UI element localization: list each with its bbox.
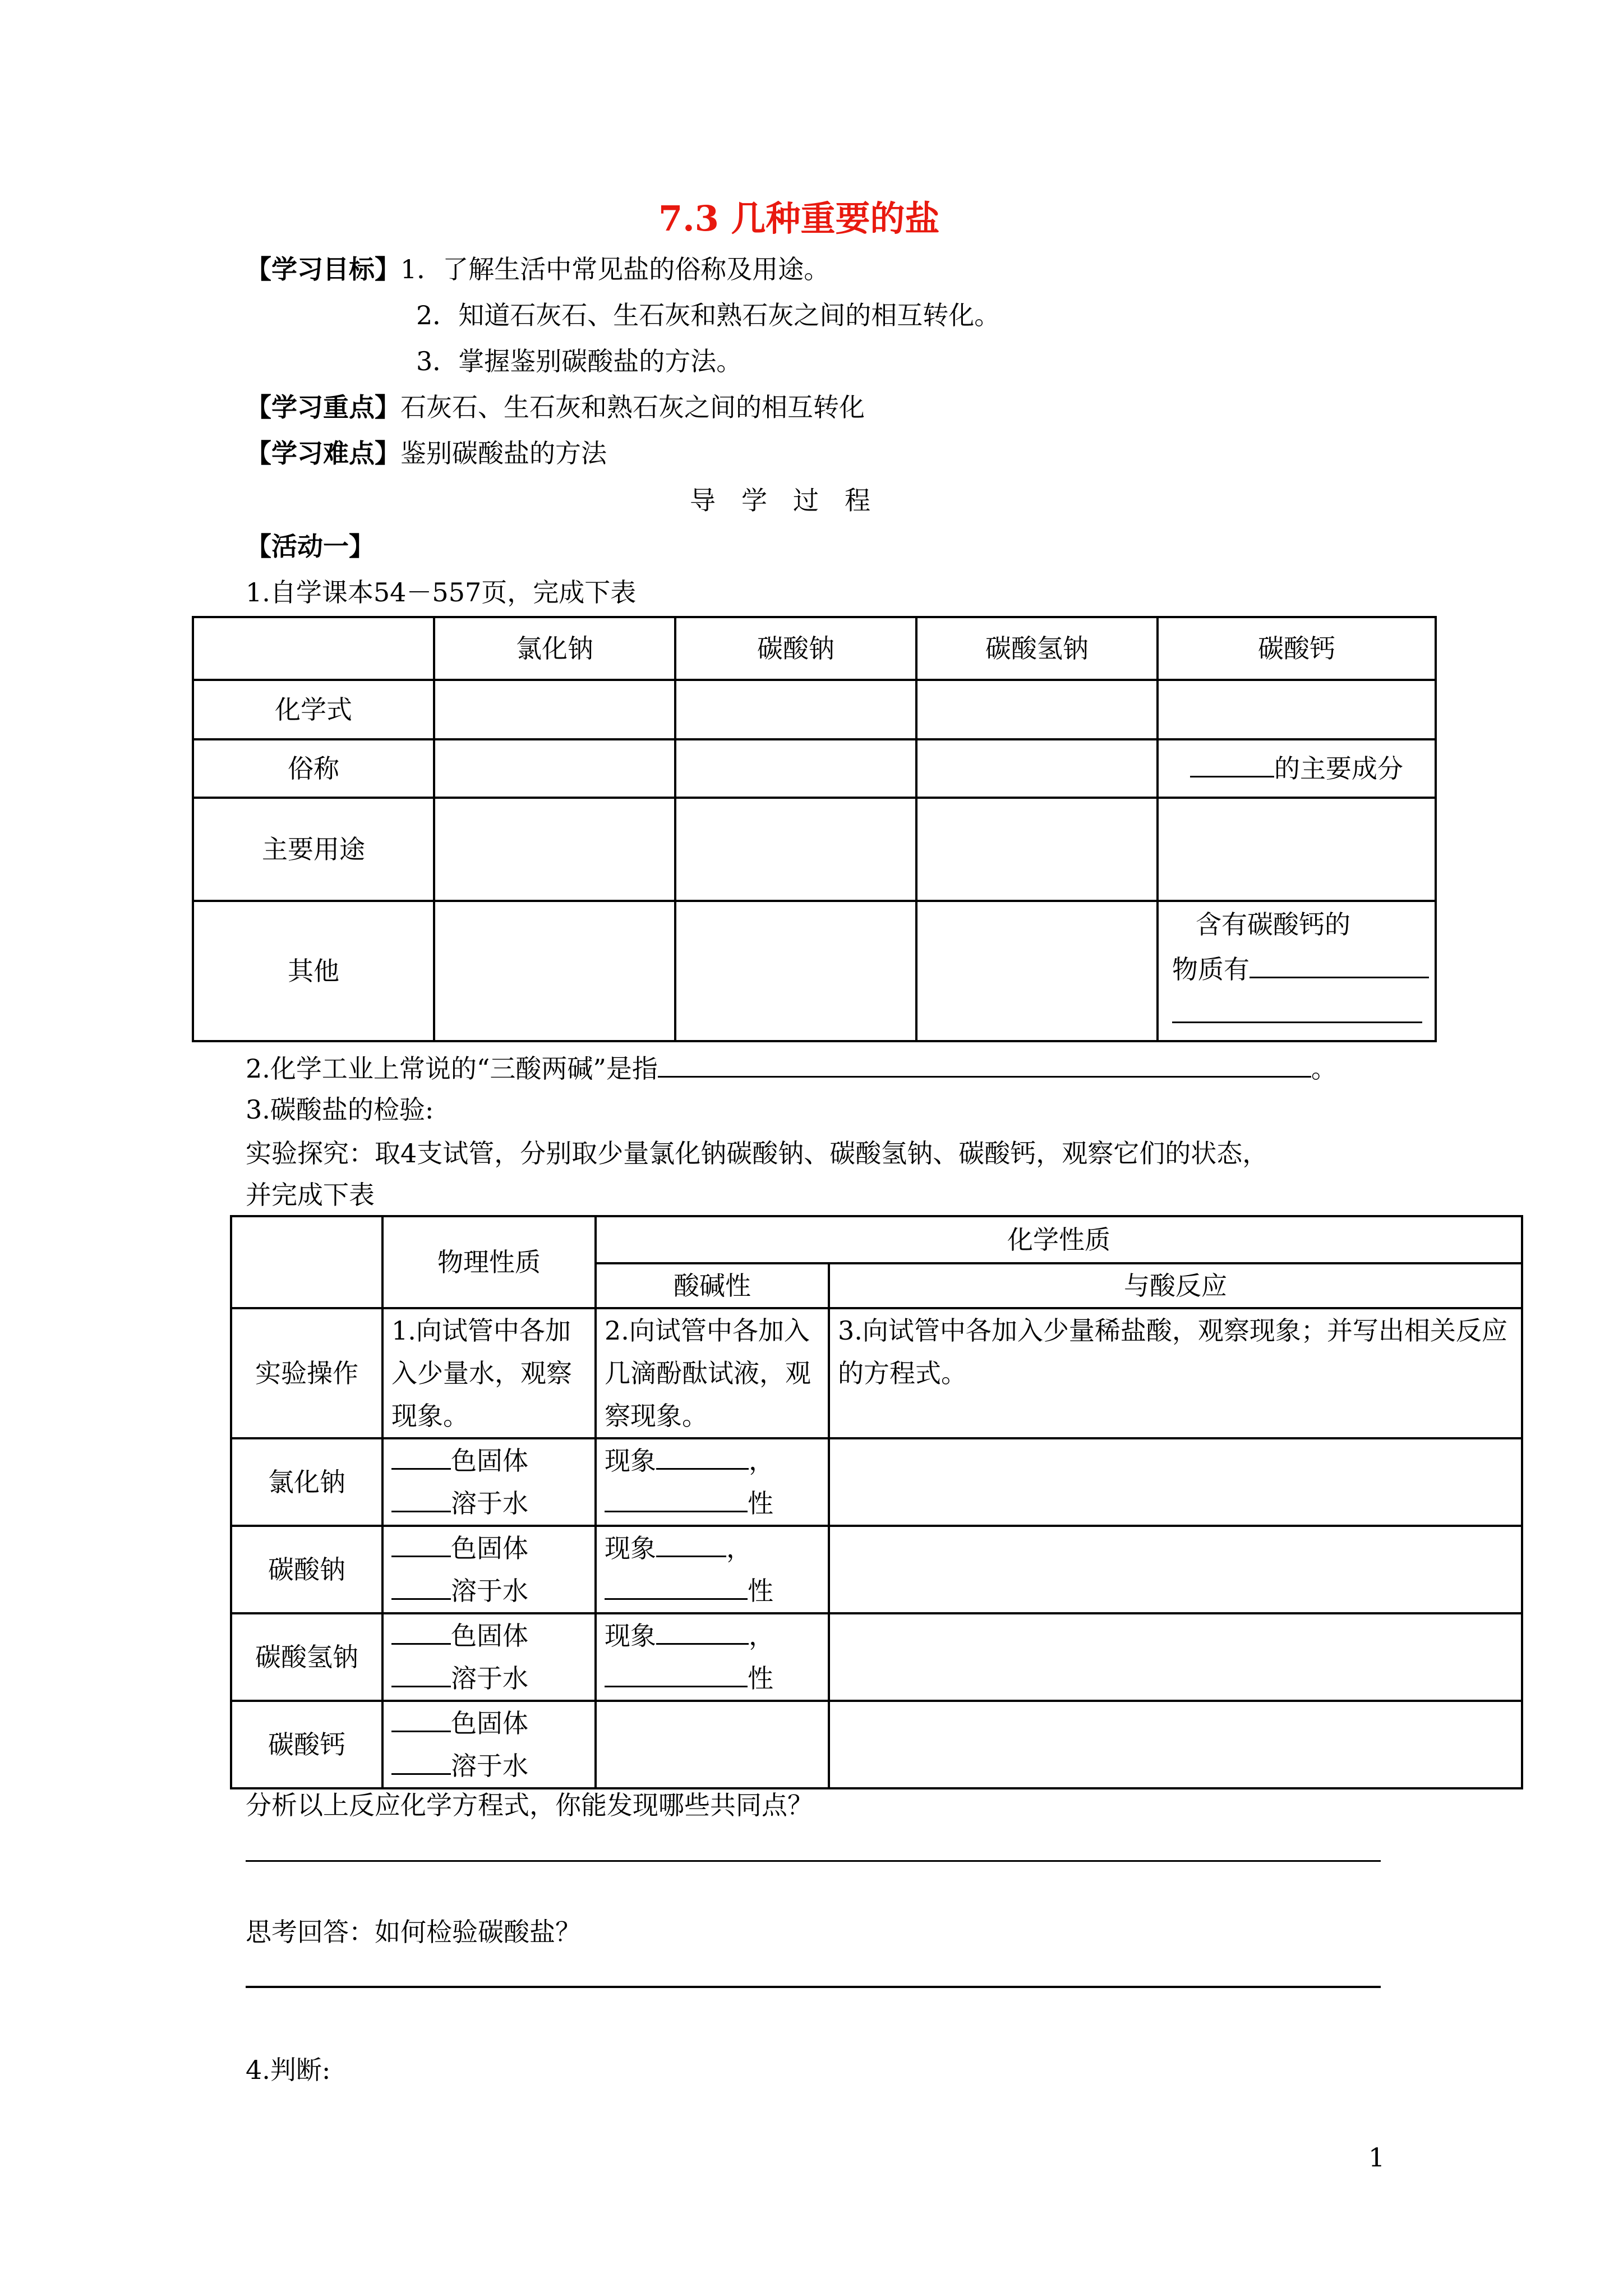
acidity-cell [596, 1613, 829, 1701]
physical-cell [382, 1613, 596, 1701]
answer-cell[interactable] [675, 739, 916, 798]
physical-cell [382, 1701, 596, 1788]
table-row [231, 1526, 1522, 1613]
table-row [231, 1308, 1522, 1438]
answer-blank[interactable] [1172, 995, 1422, 1023]
nature-text: 性 [748, 1576, 773, 1606]
table-header: 酸碱性 [596, 1263, 829, 1308]
table-header: 碳酸钙 [1158, 617, 1436, 680]
main-component-text: 的主要成分 [1274, 753, 1403, 784]
color-solid-text: 色固体 [451, 1621, 528, 1651]
analysis-question: 分析以上反应化学方程式，你能发现哪些共同点？ [246, 1790, 813, 1820]
answer-blank[interactable] [391, 1529, 451, 1557]
question-4: 4.判断: [246, 2055, 331, 2085]
think-question: 思考回答：如何检验碳酸盐？ [246, 1917, 581, 1947]
answer-blank[interactable] [1190, 749, 1274, 777]
answer-blank[interactable] [605, 1659, 748, 1687]
table-cell [231, 1216, 382, 1308]
row-label: 氯化钠 [231, 1438, 382, 1526]
answer-blank[interactable] [391, 1571, 451, 1600]
comma-text: ， [749, 1621, 774, 1651]
key-point [246, 392, 865, 423]
difficulty-text: 鉴别碳酸盐的方法 [400, 438, 607, 468]
question-3: 3.碳酸盐的检验: [246, 1094, 434, 1125]
row-label: 主要用途 [193, 798, 434, 901]
answer-cell[interactable] [916, 680, 1158, 739]
dissolve-text: 溶于水 [451, 1488, 528, 1519]
operation-3: 3.向试管中各加入少量稀盐酸，观察现象；并写出相关反应的方程式。 [829, 1308, 1522, 1438]
table-row [193, 739, 1436, 798]
row-label: 俗称 [193, 739, 434, 798]
answer-blank[interactable] [391, 1616, 451, 1645]
color-solid-text: 色固体 [451, 1446, 528, 1476]
row-label: 碳酸氢钠 [231, 1613, 382, 1701]
dissolve-text: 溶于水 [451, 1751, 528, 1781]
row-label: 化学式 [193, 680, 434, 739]
answer-cell[interactable] [916, 798, 1158, 901]
answer-blank[interactable] [605, 1571, 748, 1600]
question-2-end: 。 [1311, 1053, 1337, 1084]
answer-cell[interactable] [434, 739, 675, 798]
phenomenon-text: 现象 [605, 1446, 656, 1476]
row-label: 碳酸钠 [231, 1526, 382, 1613]
other-line-1: 含有碳酸钙的 [1196, 909, 1350, 940]
answer-line[interactable] [246, 1986, 1381, 1988]
page-title: 7.3 几种重要的盐 [658, 198, 940, 239]
difficulty-label: 【学习难点】 [246, 438, 400, 468]
main-component-cell [1158, 739, 1436, 798]
table-header: 物理性质 [382, 1216, 596, 1308]
key-point-label: 【学习重点】 [246, 392, 400, 422]
key-point-text: 石灰石、生石灰和熟石灰之间的相互转化 [400, 392, 865, 422]
answer-blank[interactable] [391, 1704, 451, 1732]
table-row [231, 1216, 1522, 1263]
color-solid-text: 色固体 [451, 1708, 528, 1738]
operation-1: 1.向试管中各加入少量水，观察现象。 [382, 1308, 596, 1438]
dissolve-text: 溶于水 [451, 1576, 528, 1606]
answer-blank[interactable] [391, 1484, 451, 1512]
answer-cell[interactable] [596, 1701, 829, 1788]
answer-blank[interactable] [656, 1441, 749, 1470]
table-header: 碳酸氢钠 [916, 617, 1158, 680]
table-row [231, 1701, 1522, 1788]
answer-blank[interactable] [391, 1659, 451, 1687]
other-line-2-text: 物质有 [1172, 954, 1249, 984]
salts-overview-table [192, 616, 1437, 1042]
answer-line[interactable] [246, 1860, 1381, 1862]
answer-cell[interactable] [916, 901, 1158, 1041]
nature-text: 性 [748, 1663, 773, 1694]
answer-blank[interactable] [658, 1049, 1311, 1078]
carbonate-test-table [230, 1215, 1523, 1789]
objectives-block [246, 254, 829, 285]
objective-item: 1．了解生活中常见盐的俗称及用途。 [400, 254, 830, 284]
experiment-line-2: 并完成下表 [246, 1180, 375, 1210]
answer-blank[interactable] [391, 1441, 451, 1470]
question-2-text: 2.化学工业上常说的“三酸两碱”是指 [246, 1053, 658, 1084]
color-solid-text: 色固体 [451, 1533, 528, 1563]
physical-cell [382, 1526, 596, 1613]
answer-cell[interactable] [829, 1526, 1522, 1613]
comma-text: ， [749, 1446, 774, 1476]
answer-cell[interactable] [434, 798, 675, 901]
row-label: 碳酸钙 [231, 1701, 382, 1788]
other-cell [1158, 901, 1436, 1041]
row-label: 实验操作 [231, 1308, 382, 1438]
objective-item: 2．知道石灰石、生石灰和熟石灰之间的相互转化。 [416, 300, 1000, 330]
answer-cell[interactable] [675, 798, 916, 901]
answer-cell[interactable] [675, 901, 916, 1041]
dissolve-text: 溶于水 [451, 1663, 528, 1694]
table-row [231, 1613, 1522, 1701]
other-line-3 [1172, 992, 1435, 1037]
experiment-line-1: 实验探究：取4支试管，分别取少量氯化钠碳酸钠、碳酸氢钠、碳酸钙，观察它们的状态， [246, 1138, 1269, 1168]
answer-blank[interactable] [391, 1746, 451, 1775]
answer-cell[interactable] [1158, 680, 1436, 739]
answer-blank[interactable] [1249, 950, 1429, 978]
question-2 [246, 1049, 1337, 1084]
nature-text: 性 [748, 1488, 773, 1519]
comma-text: ， [726, 1533, 752, 1563]
difficulty [246, 438, 607, 469]
phenomenon-text: 现象 [605, 1621, 656, 1651]
answer-cell[interactable] [829, 1701, 1522, 1788]
other-line-2 [1172, 947, 1435, 992]
answer-blank[interactable] [605, 1484, 748, 1512]
answer-cell[interactable] [434, 680, 675, 739]
table-row [231, 1438, 1522, 1526]
table-row [193, 798, 1436, 901]
answer-cell[interactable] [1158, 798, 1436, 901]
answer-blank[interactable] [656, 1616, 749, 1645]
question-1: 1.自学课本54－557页，完成下表 [246, 577, 637, 608]
answer-cell[interactable] [916, 739, 1158, 798]
phenomenon-text: 现象 [605, 1533, 656, 1563]
answer-cell[interactable] [829, 1613, 1522, 1701]
acidity-cell [596, 1526, 829, 1613]
objectives-label: 【学习目标】 [246, 254, 400, 284]
answer-blank[interactable] [656, 1529, 726, 1557]
table-row [193, 901, 1436, 1041]
activity-heading: 【活动一】 [246, 531, 375, 562]
table-header: 化学性质 [596, 1216, 1522, 1263]
process-heading: 导 学 过 程 [690, 485, 870, 516]
objective-item: 3．掌握鉴别碳酸盐的方法。 [416, 346, 743, 376]
table-row [193, 617, 1436, 680]
table-header: 与酸反应 [829, 1263, 1522, 1308]
table-header: 碳酸钠 [675, 617, 916, 680]
answer-cell[interactable] [675, 680, 916, 739]
answer-cell[interactable] [829, 1438, 1522, 1526]
page-number: 1 [1368, 2142, 1385, 2173]
physical-cell [382, 1438, 596, 1526]
acidity-cell [596, 1438, 829, 1526]
row-label: 其他 [193, 901, 434, 1041]
answer-cell[interactable] [434, 901, 675, 1041]
table-header: 氯化钠 [434, 617, 675, 680]
table-cell [193, 617, 434, 680]
operation-2: 2.向试管中各加入几滴酚酞试液，观察现象。 [596, 1308, 829, 1438]
table-row [193, 680, 1436, 739]
